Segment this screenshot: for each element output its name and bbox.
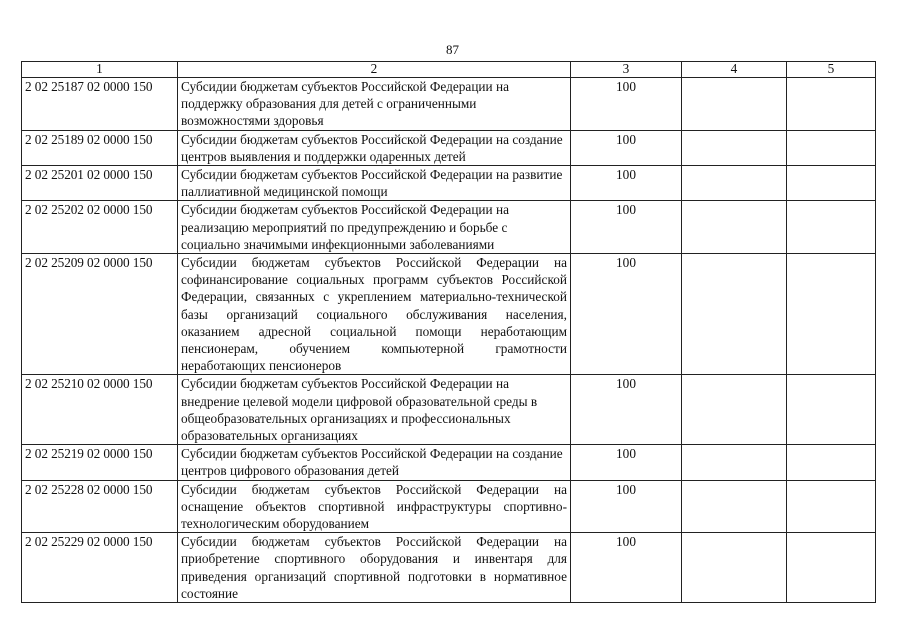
- col3-value-cell: 100: [571, 166, 682, 201]
- col4-value-cell: [682, 480, 787, 533]
- table-row: [22, 445, 876, 480]
- table-row: [22, 480, 876, 533]
- table-row: [22, 375, 876, 445]
- col3-value-cell: 100: [571, 533, 682, 603]
- description-cell: Субсидии бюджетам субъектов Российской Федерации на оснащение объектов спортивной инфраструктуры спортивно-технологическим оборудованием: [178, 480, 571, 533]
- header-col-3: 3: [571, 62, 682, 78]
- budget-code-cell: 2 02 25210 02 0000 150: [22, 375, 178, 445]
- header-col-4: 4: [682, 62, 787, 78]
- col3-value-cell: 100: [571, 445, 682, 480]
- col4-value-cell: [682, 533, 787, 603]
- budget-code-cell: 2 02 25219 02 0000 150: [22, 445, 178, 480]
- header-col-2: 2: [178, 62, 571, 78]
- table-row: [22, 201, 876, 254]
- description-cell: Субсидии бюджетам субъектов Российской Федерации на развитие паллиативной медицинской помощи: [178, 166, 571, 201]
- description-cell: Субсидии бюджетам субъектов Российской Федерации на поддержку образования для детей с ограниченными возможностями здоровья: [178, 78, 571, 131]
- header-row: [22, 62, 876, 78]
- col4-value-cell: [682, 375, 787, 445]
- description-cell: Субсидии бюджетам субъектов Российской Федерации на создание центров выявления и поддержки одаренных детей: [178, 130, 571, 165]
- header-col-1: 1: [22, 62, 178, 78]
- col4-value-cell: [682, 130, 787, 165]
- col3-value-cell: 100: [571, 78, 682, 131]
- col5-value-cell: [787, 375, 876, 445]
- col5-value-cell: [787, 166, 876, 201]
- col4-value-cell: [682, 254, 787, 375]
- col3-value-cell: 100: [571, 375, 682, 445]
- table-row: [22, 130, 876, 165]
- table-header: [22, 62, 876, 78]
- col3-value-cell: 100: [571, 130, 682, 165]
- budget-table: [21, 61, 876, 603]
- col3-value-cell: 100: [571, 254, 682, 375]
- budget-code-cell: 2 02 25201 02 0000 150: [22, 166, 178, 201]
- col4-value-cell: [682, 445, 787, 480]
- table-row: [22, 78, 876, 131]
- col5-value-cell: [787, 201, 876, 254]
- table-body: [22, 78, 876, 603]
- col3-value-cell: 100: [571, 201, 682, 254]
- col5-value-cell: [787, 480, 876, 533]
- page-number: 87: [446, 42, 459, 57]
- table-row: [22, 166, 876, 201]
- budget-code-cell: 2 02 25202 02 0000 150: [22, 201, 178, 254]
- table-row: [22, 533, 876, 603]
- col5-value-cell: [787, 78, 876, 131]
- budget-code-cell: 2 02 25228 02 0000 150: [22, 480, 178, 533]
- description-cell: Субсидии бюджетам субъектов Российской Федерации на создание центров цифрового образования детей: [178, 445, 571, 480]
- col5-value-cell: [787, 130, 876, 165]
- budget-code-cell: 2 02 25187 02 0000 150: [22, 78, 178, 131]
- table-row: [22, 254, 876, 375]
- description-cell: Субсидии бюджетам субъектов Российской Федерации на реализацию мероприятий по предупреждению и борьбе с социально значимыми инфекционными заболеваниями: [178, 201, 571, 254]
- budget-code-cell: 2 02 25209 02 0000 150: [22, 254, 178, 375]
- col4-value-cell: [682, 78, 787, 131]
- col5-value-cell: [787, 445, 876, 480]
- col4-value-cell: [682, 201, 787, 254]
- col5-value-cell: [787, 533, 876, 603]
- col3-value-cell: 100: [571, 480, 682, 533]
- col4-value-cell: [682, 166, 787, 201]
- description-cell: Субсидии бюджетам субъектов Российской Федерации на софинансирование социальных программ субъектов Российской Федерации, связанных с укреплением материально-технической базы организаций социального обслуживания населения, оказанием адресной социальной помощи неработающим пенсионерам, обучением компьютерной грамотности неработающих пенсионеров: [178, 254, 571, 375]
- col5-value-cell: [787, 254, 876, 375]
- budget-code-cell: 2 02 25229 02 0000 150: [22, 533, 178, 603]
- description-cell: Субсидии бюджетам субъектов Российской Федерации на внедрение целевой модели цифровой образовательной среды в общеобразовательных организациях и профессиональных образовательных организациях: [178, 375, 571, 445]
- description-cell: Субсидии бюджетам субъектов Российской Федерации на приобретение спортивного оборудования и инвентаря для приведения организаций спортивной подготовки в нормативное состояние: [178, 533, 571, 603]
- budget-code-cell: 2 02 25189 02 0000 150: [22, 130, 178, 165]
- header-col-5: 5: [787, 62, 876, 78]
